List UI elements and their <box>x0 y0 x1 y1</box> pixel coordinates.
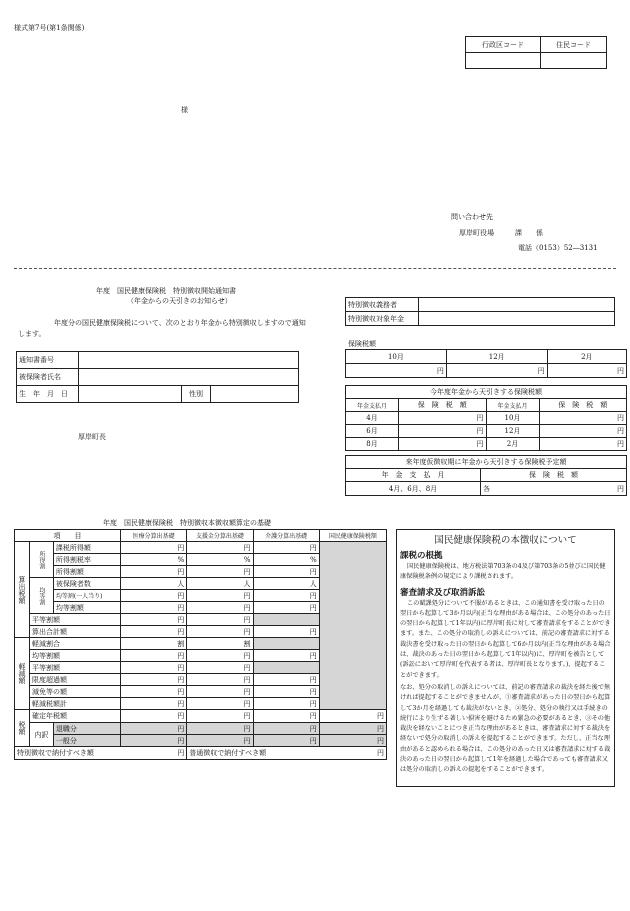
cell: 円 <box>121 710 187 723</box>
next-months: 4月、6月、8月 <box>346 482 481 496</box>
row-label: 算出合計額 <box>30 626 121 638</box>
cell: 円 <box>253 710 319 723</box>
obligor-label: 特別徴収義務者 <box>346 298 419 312</box>
admin-area-code-label: 行政区コード <box>466 37 541 53</box>
row-label: 限度超過額 <box>30 674 121 686</box>
group-kinto: 均等割 <box>30 578 54 614</box>
form-number: 様式第7号(第1条関係) <box>14 24 85 32</box>
cell: 円 <box>121 662 187 674</box>
cell: 円 <box>187 674 253 686</box>
next-unit: 円 <box>617 484 624 493</box>
cell: 円 <box>121 614 187 626</box>
cell: 円 <box>121 602 187 614</box>
premium-table <box>345 349 627 378</box>
sex-label: 性別 <box>182 386 211 403</box>
premium-amount-1: 円 <box>346 364 447 378</box>
cell-total: 円 <box>319 723 386 735</box>
calc-header-support: 支援金分算出基礎 <box>187 530 253 542</box>
cut-line <box>14 268 616 269</box>
cell: 人 <box>187 578 253 590</box>
current-year-title: 今年度年金から天引きする保険税額 <box>346 386 627 399</box>
cell: 円 <box>253 723 319 735</box>
heading-appeal: 審査請求及び取消訴訟 <box>400 587 486 598</box>
cell: 円 <box>187 698 253 710</box>
pension-label: 特別徴収対象年金 <box>346 312 419 326</box>
cell-shaded <box>253 638 319 650</box>
current-month: 10月 <box>486 412 539 425</box>
next-each: 各 <box>483 484 490 493</box>
next-col-month: 年 金 支 払 月 <box>346 469 481 482</box>
admin-area-code-value <box>466 53 541 69</box>
cell: 円 <box>187 602 253 614</box>
paragraph-basis: 国民健康保険税は、地方税法第703条の4及び第703条の5並びに国民健康保険税条例の規定により課税されます。 <box>400 563 606 581</box>
cell: 円 <box>187 710 253 723</box>
cell: 円 <box>253 542 319 554</box>
footer-special-label: 特別徴収で納付すべき額 <box>17 749 94 757</box>
code-table <box>465 36 607 69</box>
current-amount: 円 <box>539 412 627 425</box>
group-zeigaku: 税額 <box>15 710 30 747</box>
resident-code-label: 住民コード <box>541 37 607 53</box>
cell-shaded <box>253 662 319 674</box>
explanation-box <box>396 529 615 787</box>
cell: 円 <box>253 566 319 578</box>
total-shaded <box>319 542 386 710</box>
cell: 円 <box>253 650 319 662</box>
addressee-sama: 様 <box>181 106 188 114</box>
cell: 円 <box>187 686 253 698</box>
premium-month-1: 10月 <box>346 350 447 364</box>
row-label: 均等割額 <box>30 650 121 662</box>
group-shotoku: 所得割 <box>30 542 54 578</box>
inquiry-title: 問い合わせ先 <box>451 213 493 221</box>
row-label: 被保険者数 <box>53 578 120 590</box>
current-month: 12月 <box>486 425 539 438</box>
cell: 円 <box>121 735 187 747</box>
cell: 円 <box>121 650 187 662</box>
cell-shaded <box>253 614 319 626</box>
group-keigen: 軽減額 <box>15 638 30 710</box>
row-label: 所得割税率 <box>53 554 120 566</box>
cell: 円 <box>121 626 187 638</box>
mayor-name: 厚岸町長 <box>78 433 106 441</box>
current-month: 4月 <box>346 412 399 425</box>
current-month: 6月 <box>346 425 399 438</box>
notice-title: 年度 国民健康保険税 特別徴収開始通知書 <box>96 287 236 295</box>
group-santei: 算出税額 <box>15 542 30 638</box>
row-label: 軽減税額計 <box>30 698 121 710</box>
calc-header-care: 介護分算出基礎 <box>253 530 319 542</box>
calc-header-total: 国民健康保険税額 <box>319 530 386 542</box>
row-label: 課税所得額 <box>53 542 120 554</box>
calc-header-item: 項 目 <box>15 530 121 542</box>
obligor-value <box>419 298 615 312</box>
current-amount: 円 <box>399 425 487 438</box>
row-label: 平等割額 <box>30 614 121 626</box>
calc-header-medical: 医療分算出基礎 <box>121 530 187 542</box>
current-amount: 円 <box>539 425 627 438</box>
inquiry-office: 厚岸町役場 課 係 <box>459 229 543 237</box>
next-year-table <box>345 455 627 496</box>
footer-normal <box>187 747 387 760</box>
row-label: 所得割額 <box>53 566 120 578</box>
cell: 割 <box>121 638 187 650</box>
next-col-amount: 保 険 税 額 <box>481 469 627 482</box>
footer-normal-label: 普通徴収で納付すべき額 <box>189 749 267 757</box>
obligor-table <box>345 297 615 326</box>
cell: 円 <box>121 566 187 578</box>
paragraph-appeal: この賦課処分について不服があるときは、この通知書を受け取った日の翌日から起算して3か月以内(正当な理由がある場合は、この処分のあった日の翌日から起算して1年以内)に厚岸町長に対して審査請求をすることができます。また、この処分の取消しの訴えについては、前記の審査請求に対する裁決書を受け取った日の翌日から起算して6か月以内(正当な理由がある場合は、裁決のあった日の翌日から起算して1年以内)に、厚岸町を被告として(訴訟において厚岸町を代表する者は、厚岸町長となります。)、提起することができます。 <box>400 599 611 679</box>
row-label: 軽減割合 <box>30 638 121 650</box>
row-label: 確定年税額 <box>30 710 121 723</box>
paragraph-appeal-note: なお、処分の取消しの訴えについては、前記の審査請求の裁決を経た後で無ければ提起することができませんが、①審査請求があった日の翌日から起算して3か月を経過しても裁決がないとき、②処分、処分の執行又は手続きの続行により生ずる著しい損害を避けるため緊急の必要があるとき、③その他裁決を経ないことにつき正当な理由があるときは、審査請求に対する裁決を経ないで処分の取消しの訴えを提起することができます。ただし、正当な理由があると認められる場合は、この処分のあった日又は審査請求に対する裁決のあった日の翌日から起算して1年を経過した場合であっても審査請求又は処分の取消しの訴えの提起をすることができます。 <box>400 683 611 774</box>
pension-value <box>419 312 615 326</box>
insured-name-label: 被保険者氏名 <box>17 369 79 386</box>
insured-name-value <box>79 369 299 386</box>
cell: 円 <box>187 650 253 662</box>
cell: 円 <box>187 590 253 602</box>
notice-number-value <box>79 352 299 369</box>
cell: 円 <box>121 542 187 554</box>
cell-total: 円 <box>319 735 386 747</box>
cell: 円 <box>253 674 319 686</box>
cell: 円 <box>253 590 319 602</box>
cell: 円 <box>253 686 319 698</box>
premium-month-3: 2月 <box>547 350 626 364</box>
cell: % <box>187 554 253 566</box>
resident-code-value <box>541 53 607 69</box>
cell: 円 <box>187 723 253 735</box>
footer-normal-unit: 円 <box>377 749 384 757</box>
cell: 人 <box>253 578 319 590</box>
group-naiyaku: 内訳 <box>30 723 54 747</box>
current-month: 8月 <box>346 438 399 451</box>
sex-value <box>211 386 299 403</box>
current-amount: 円 <box>539 438 627 451</box>
cell: 円 <box>187 662 253 674</box>
current-year-table <box>345 385 627 451</box>
calc-title: 年度 国民健康保険税 特別徴収本徴収額算定の基礎 <box>103 519 271 527</box>
cell: 円 <box>253 698 319 710</box>
cell: 円 <box>253 626 319 638</box>
notice-body: 年度分の国民健康保険税について、次のとおり年金から特別徴収しますので通知します。 <box>18 319 306 338</box>
current-col-month-left: 年金支払月 <box>346 399 399 412</box>
current-col-month-right: 年金支払月 <box>486 399 539 412</box>
current-col-amount-right: 保 険 税 額 <box>539 399 627 412</box>
cell: 円 <box>121 674 187 686</box>
notice-subtitle: （年金からの天引きのお知らせ） <box>127 297 232 305</box>
cell: 円 <box>121 723 187 735</box>
birthdate-value <box>79 386 182 403</box>
current-month: 2月 <box>486 438 539 451</box>
birthdate-label: 生 年 月 日 <box>17 386 79 403</box>
row-label: 均等割(一人当り) <box>53 590 120 602</box>
current-amount: 円 <box>399 412 487 425</box>
cell: 割 <box>187 638 253 650</box>
footer-special-unit: 円 <box>177 749 185 757</box>
cell: 人 <box>121 578 187 590</box>
current-amount: 円 <box>399 438 487 451</box>
inquiry-phone: 電話（0153）52―3131 <box>518 244 598 252</box>
premium-amount-2: 円 <box>446 364 547 378</box>
row-label: 平等割額 <box>30 662 121 674</box>
next-amount <box>481 482 627 496</box>
cell: 円 <box>187 566 253 578</box>
premium-amount-3: 円 <box>547 364 626 378</box>
row-label: 減免等の額 <box>30 686 121 698</box>
heading-basis: 課税の根拠 <box>400 551 443 561</box>
notice-number-label: 通知書番号 <box>17 352 79 369</box>
current-col-amount-left: 保 険 税 額 <box>399 399 487 412</box>
cell: 円 <box>187 614 253 626</box>
cell: 円 <box>121 590 187 602</box>
row-label: 均等割額 <box>53 602 120 614</box>
person-table <box>16 351 299 403</box>
cell: 円 <box>187 626 253 638</box>
cell: 円 <box>253 735 319 747</box>
cell: 円 <box>121 686 187 698</box>
explanation-title: 国民健康保険税の本徴収について <box>434 535 577 546</box>
next-year-title: 来年度仮徴収期に年金から天引きする保険税予定額 <box>346 456 627 469</box>
cell: 円 <box>187 542 253 554</box>
row-label: 一般分 <box>53 735 120 747</box>
cell-total: 円 <box>319 710 386 723</box>
cell: % <box>253 554 319 566</box>
cell: 円 <box>121 698 187 710</box>
row-label: 退職分 <box>53 723 120 735</box>
premium-month-2: 12月 <box>446 350 547 364</box>
footer-special <box>15 747 187 760</box>
premium-title: 保険税額 <box>348 340 376 348</box>
cell: % <box>121 554 187 566</box>
cell: 円 <box>187 735 253 747</box>
cell: 円 <box>253 602 319 614</box>
calc-table <box>14 529 387 760</box>
